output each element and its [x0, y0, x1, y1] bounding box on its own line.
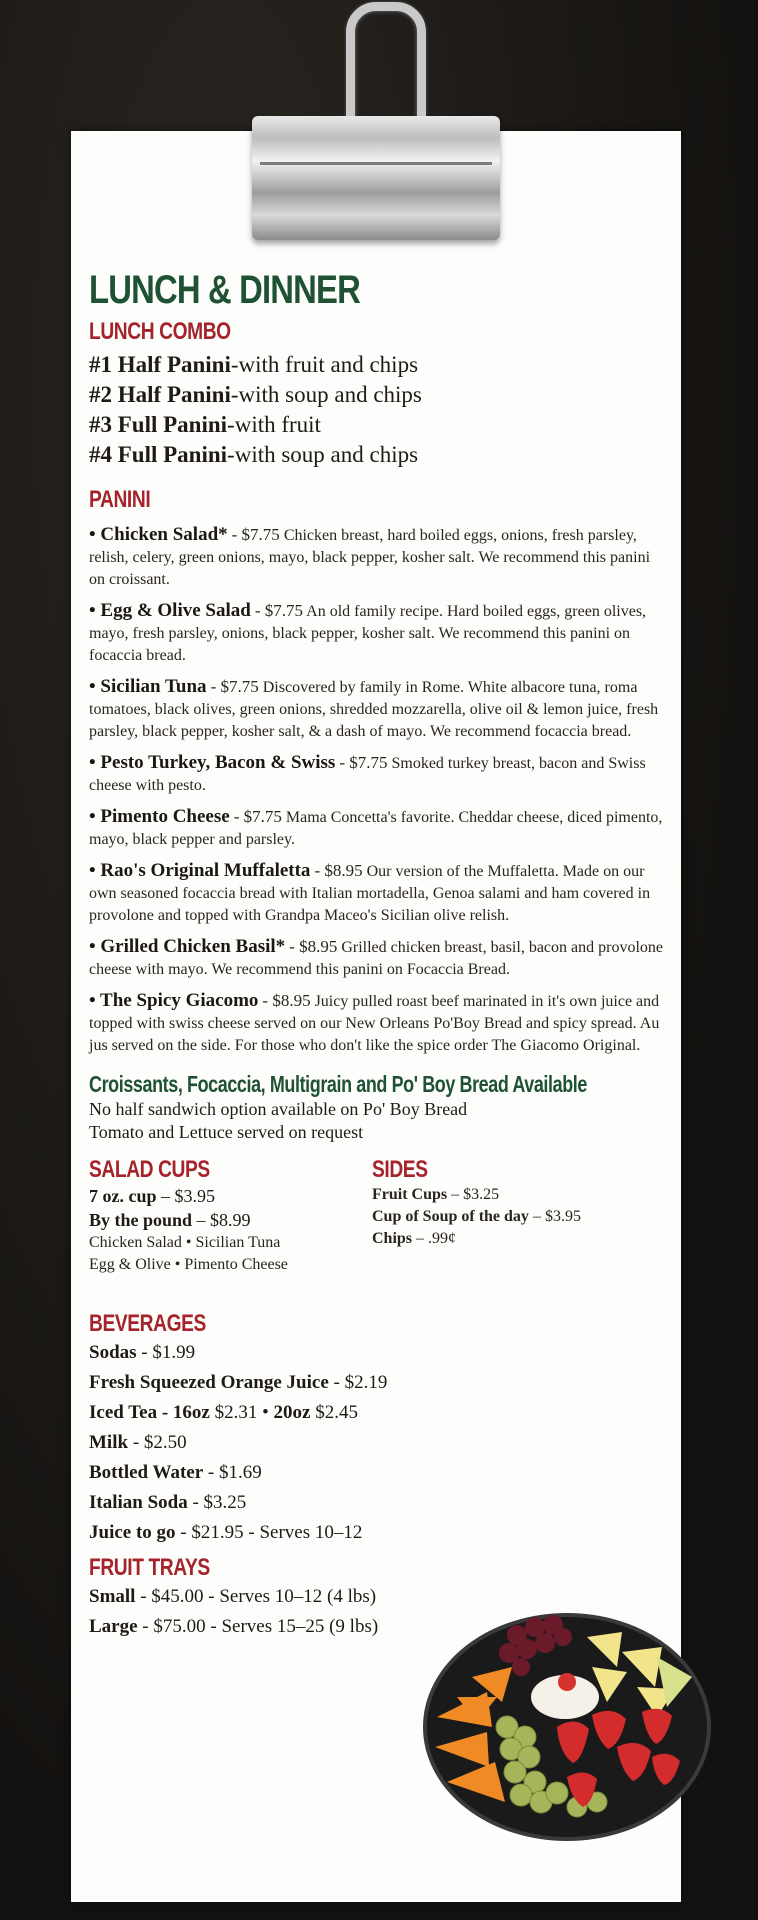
sides-heading: SIDES: [372, 1156, 428, 1183]
item-price: - $8.95: [314, 861, 363, 880]
side-price: – $3.25: [447, 1186, 500, 1203]
salad-cups-section: [89, 1156, 288, 1276]
combo-name: #1 Half Panini: [89, 352, 231, 377]
combo-desc: -with fruit: [227, 412, 321, 437]
salad-options: Egg & Olive • Pimento Cheese: [89, 1256, 288, 1273]
beverage-item: [89, 1518, 669, 1548]
lunch-combo-heading: LUNCH COMBO: [89, 318, 231, 345]
sides-section: [372, 1156, 581, 1250]
item-name: • The Spicy Giacomo: [89, 990, 259, 1011]
item-desc: Mama Concetta's favorite. Cheddar cheese, diced pimento, mayo, black pepper and parsley.: [89, 809, 663, 848]
beverage-price: - $1.69: [203, 1462, 262, 1483]
salad-price: – $8.99: [192, 1210, 251, 1230]
salad-options: Chicken Salad • Sicilian Tuna: [89, 1234, 281, 1251]
panini-item: [89, 860, 669, 927]
combo-item: [89, 380, 669, 410]
beverage-price: - $3.25: [187, 1492, 247, 1513]
item-price: - $7.75: [254, 601, 304, 620]
beverage-item: [89, 1398, 669, 1428]
salad-price: – $3.95: [156, 1186, 215, 1206]
salad-cups-heading: SALAD CUPS: [89, 1156, 210, 1183]
panini-item: [89, 806, 669, 851]
item-name: • Rao's Original Muffaletta: [89, 860, 311, 881]
beverage-name: Milk: [89, 1432, 129, 1453]
tray-size: Large: [89, 1616, 138, 1637]
item-desc: Our version of the Muffaletta. Made on our own seasoned focaccia bread with Italian mortadella, Genoa salami and ham covered in provolone and topped with Grandpa Maceo's Sicilian olive relish.: [89, 863, 651, 924]
panini-item: [89, 752, 669, 797]
item-price: - $7.75: [210, 677, 259, 696]
availability-note: Tomato and Lettuce served on request: [89, 1122, 364, 1142]
side-price: – .99¢: [412, 1230, 457, 1247]
combo-item: [89, 440, 669, 470]
beverages-section: [89, 1310, 669, 1548]
combo-name: #2 Half Panini: [89, 382, 231, 407]
side-name: Cup of Soup of the day: [372, 1208, 529, 1225]
salad-sides-row: [89, 1156, 669, 1316]
beverage-name: Juice to go: [89, 1522, 176, 1543]
panini-item: [89, 600, 669, 667]
item-desc: Grilled chicken breast, basil, bacon and provolone cheese with mayo. We recommend this panini on Focaccia Bread.: [89, 939, 663, 978]
item-name: • Egg & Olive Salad: [89, 600, 251, 621]
side-name: Fruit Cups: [372, 1186, 448, 1203]
availability-section: [89, 1071, 669, 1144]
combo-item: [89, 350, 669, 380]
combo-desc: -with soup and chips: [230, 382, 422, 407]
panini-item: [89, 990, 669, 1057]
side-price: – $3.95: [528, 1208, 581, 1225]
beverage-item: [89, 1338, 669, 1368]
fruit-tray-image: [417, 1597, 713, 1845]
availability-note: No half sandwich option available on Po' Boy Bread: [89, 1099, 468, 1119]
item-name: • Sicilian Tuna: [89, 676, 207, 697]
beverages-heading: BEVERAGES: [89, 1310, 206, 1337]
item-price: - $7.75: [339, 753, 388, 772]
fruit-trays-heading: FRUIT TRAYS: [89, 1554, 210, 1581]
beverage-name: Fresh Squeezed Orange Juice: [89, 1372, 329, 1393]
beverage-price: - $2.50: [128, 1432, 187, 1453]
item-desc: Smoked turkey breast, bacon and Swiss cheese with pesto.: [89, 755, 646, 794]
page-title: LUNCH & DINNER: [89, 268, 360, 312]
item-name: • Pesto Turkey, Bacon & Swiss: [89, 752, 336, 773]
beverage-item: [89, 1488, 669, 1518]
item-desc: Chicken breast, hard boiled eggs, onions, fresh parsley, relish, celery, green onions, mayo, black pepper, kosher salt. We recommend this panini on croissant.: [89, 527, 651, 588]
beverage-name: Iced Tea - 16oz: [89, 1402, 210, 1423]
beverage-name: Bottled Water: [89, 1462, 204, 1483]
salad-size: 7 oz. cup: [89, 1186, 157, 1206]
beverage-item: [89, 1458, 669, 1488]
side-name: Chips: [372, 1230, 413, 1247]
item-name: • Chicken Salad*: [89, 524, 228, 545]
panini-heading: PANINI: [89, 486, 151, 513]
side-item: [372, 1228, 581, 1250]
panini-section: [89, 486, 669, 1057]
tray-size: Small: [89, 1586, 136, 1607]
beverage-name: Italian Soda: [89, 1492, 188, 1513]
menu-content: [89, 268, 669, 1642]
beverage-price: - $2.19: [328, 1372, 388, 1393]
item-price: - $8.95: [289, 937, 338, 956]
item-desc: Juicy pulled roast beef marinated in it's own juice and topped with swiss cheese served on our New Orleans Po'Boy Bread and spicy spread. Au jus served on the side. For those who don't like the spice order The Giacomo Original.: [89, 993, 660, 1054]
item-price: - $7.75: [233, 807, 282, 826]
salad-line: [89, 1208, 288, 1232]
availability-heading: Croissants, Focaccia, Multigrain and Po' Boy Bread Available: [89, 1071, 587, 1097]
salad-size: By the pound: [89, 1210, 193, 1230]
tray-price: - $75.00 - Serves 15–25 (9 lbs): [137, 1616, 379, 1637]
item-desc: An old family recipe. Hard boiled eggs, green olives, mayo, fresh parsley, onions, black pepper, kosher salt. We recommend this panini on focaccia bread.: [89, 603, 647, 664]
beverage-size: 20oz: [273, 1402, 311, 1423]
beverage-name: Sodas: [89, 1342, 137, 1363]
combo-list: [89, 350, 669, 470]
beverage-price: - $1.99: [136, 1342, 196, 1363]
beverage-item: [89, 1368, 669, 1398]
combo-item: [89, 410, 669, 440]
item-name: • Pimento Cheese: [89, 806, 230, 827]
side-item: [372, 1184, 581, 1206]
salad-line: [89, 1184, 288, 1208]
lunch-combo-section: [89, 318, 669, 470]
combo-name: #3 Full Panini: [89, 412, 228, 437]
combo-desc: -with soup and chips: [227, 442, 419, 467]
beverage-price: $2.31 •: [209, 1402, 274, 1423]
combo-desc: -with fruit and chips: [230, 352, 419, 377]
panini-item: [89, 676, 669, 743]
side-item: [372, 1206, 581, 1228]
panini-item: [89, 936, 669, 981]
beverage-item: [89, 1428, 669, 1458]
item-desc: Discovered by family in Rome. White albacore tuna, roma tomatoes, black olives, green onions, shredded mozzarella, olive oil & lemon juice, fresh parsley, black pepper, kosher salt, & a dash of mayo. We recommend focaccia bread.: [89, 679, 659, 740]
tray-price: - $45.00 - Serves 10–12 (4 lbs): [135, 1586, 377, 1607]
item-price: - $7.75: [231, 525, 280, 544]
panini-item: [89, 524, 669, 591]
combo-name: #4 Full Panini: [89, 442, 228, 467]
beverage-price: - $21.95 - Serves 10–12: [175, 1522, 363, 1543]
item-name: • Grilled Chicken Basil*: [89, 936, 286, 957]
item-price: - $8.95: [262, 991, 311, 1010]
beverage-price: $2.45: [310, 1402, 358, 1423]
